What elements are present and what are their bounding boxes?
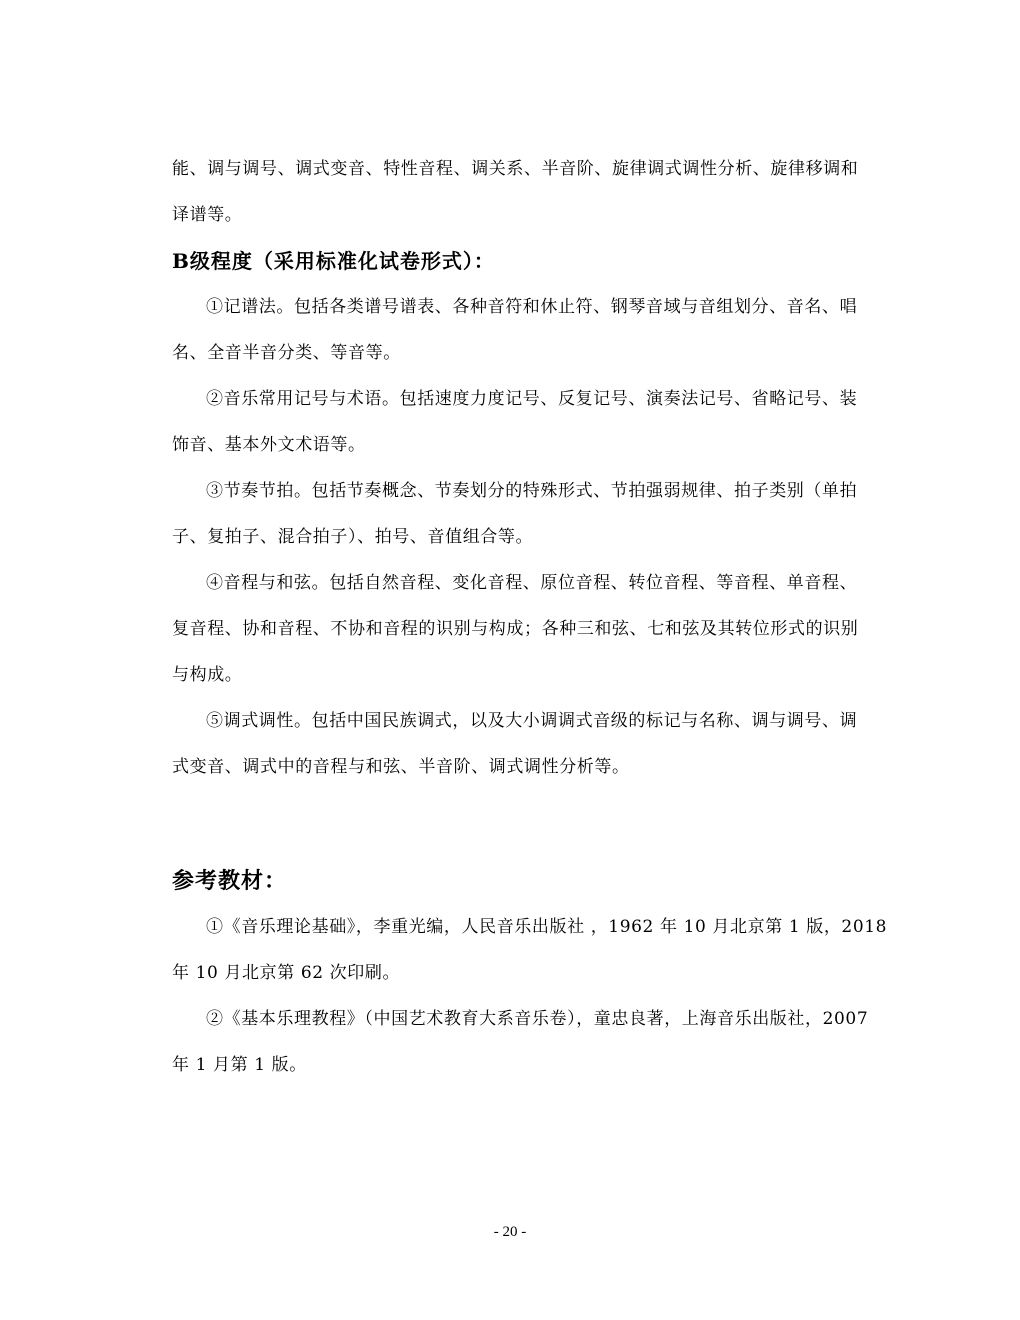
reference-item-2 [172, 996, 869, 1088]
paragraph-line: ②《基本乐理教程》（中国艺术教育大系音乐卷），童忠良著，上海音乐出版社，2007 [206, 1009, 869, 1029]
paragraph-line: 饰音、基本外文术语等。 [172, 435, 366, 455]
paragraph-line: 能、调与调号、调式变音、特性音程、调关系、半音阶、旋律调式调性分析、旋律移调和 [172, 159, 859, 179]
paragraph-line: ④音程与和弦。包括自然音程、变化音程、原位音程、转位音程、等音程、单音程、 [206, 573, 858, 593]
level-b-item-notation [172, 284, 856, 376]
level-b-item-modes-keys [172, 698, 856, 790]
paragraph-line: ②音乐常用记号与术语。包括速度力度记号、反复记号、演奏法记号、省略记号、装 [206, 389, 858, 409]
page-content [172, 146, 888, 1088]
paragraph-line: ③节奏节拍。包括节奏概念、节奏划分的特殊形式、节拍强弱规律、拍子类别（单拍 [206, 481, 858, 501]
paragraph-line: ①《音乐理论基础》，李重光编，人民音乐出版社 ，1962 年 10 月北京第 1 版，2018 [206, 917, 888, 937]
references-heading: 参考教材： [172, 868, 288, 894]
reference-item-1 [172, 904, 888, 996]
paragraph-line: ⑤调式调性。包括中国民族调式，以及大小调调式音级的标记与名称、调与调号、调 [206, 711, 858, 731]
section-spacer [172, 790, 856, 858]
paragraph-line: ①记谱法。包括各类谱号谱表、各种音符和休止符、钢琴音域与音组划分、音名、唱 [206, 297, 858, 317]
paragraph-line: 式变音、调式中的音程与和弦、半音阶、调式调性分析等。 [172, 757, 630, 777]
level-b-item-intervals-chords [172, 560, 859, 698]
level-b-heading: B级程度（采用标准化试卷形式）： [172, 249, 495, 273]
paragraph-line: 译谱等。 [172, 205, 243, 225]
paragraph-line: 年 1 月第 1 版。 [172, 1055, 307, 1075]
paragraph-line: 年 10 月北京第 62 次印刷。 [172, 963, 401, 983]
paragraph-line: 与构成。 [172, 665, 243, 685]
paragraph-line: 名、全音半音分类、等音等。 [172, 343, 401, 363]
page-number: - 20 - [493, 1224, 527, 1240]
paragraph-line: 复音程、协和音程、不协和音程的识别与构成；各种三和弦、七和弦及其转位形式的识别 [172, 619, 859, 639]
level-b-item-rhythm-meter [172, 468, 856, 560]
intro-paragraph [172, 146, 859, 238]
level-b-item-symbols-terms [172, 376, 856, 468]
paragraph-line: 子、复拍子、混合拍子）、拍号、音值组合等。 [172, 527, 534, 547]
